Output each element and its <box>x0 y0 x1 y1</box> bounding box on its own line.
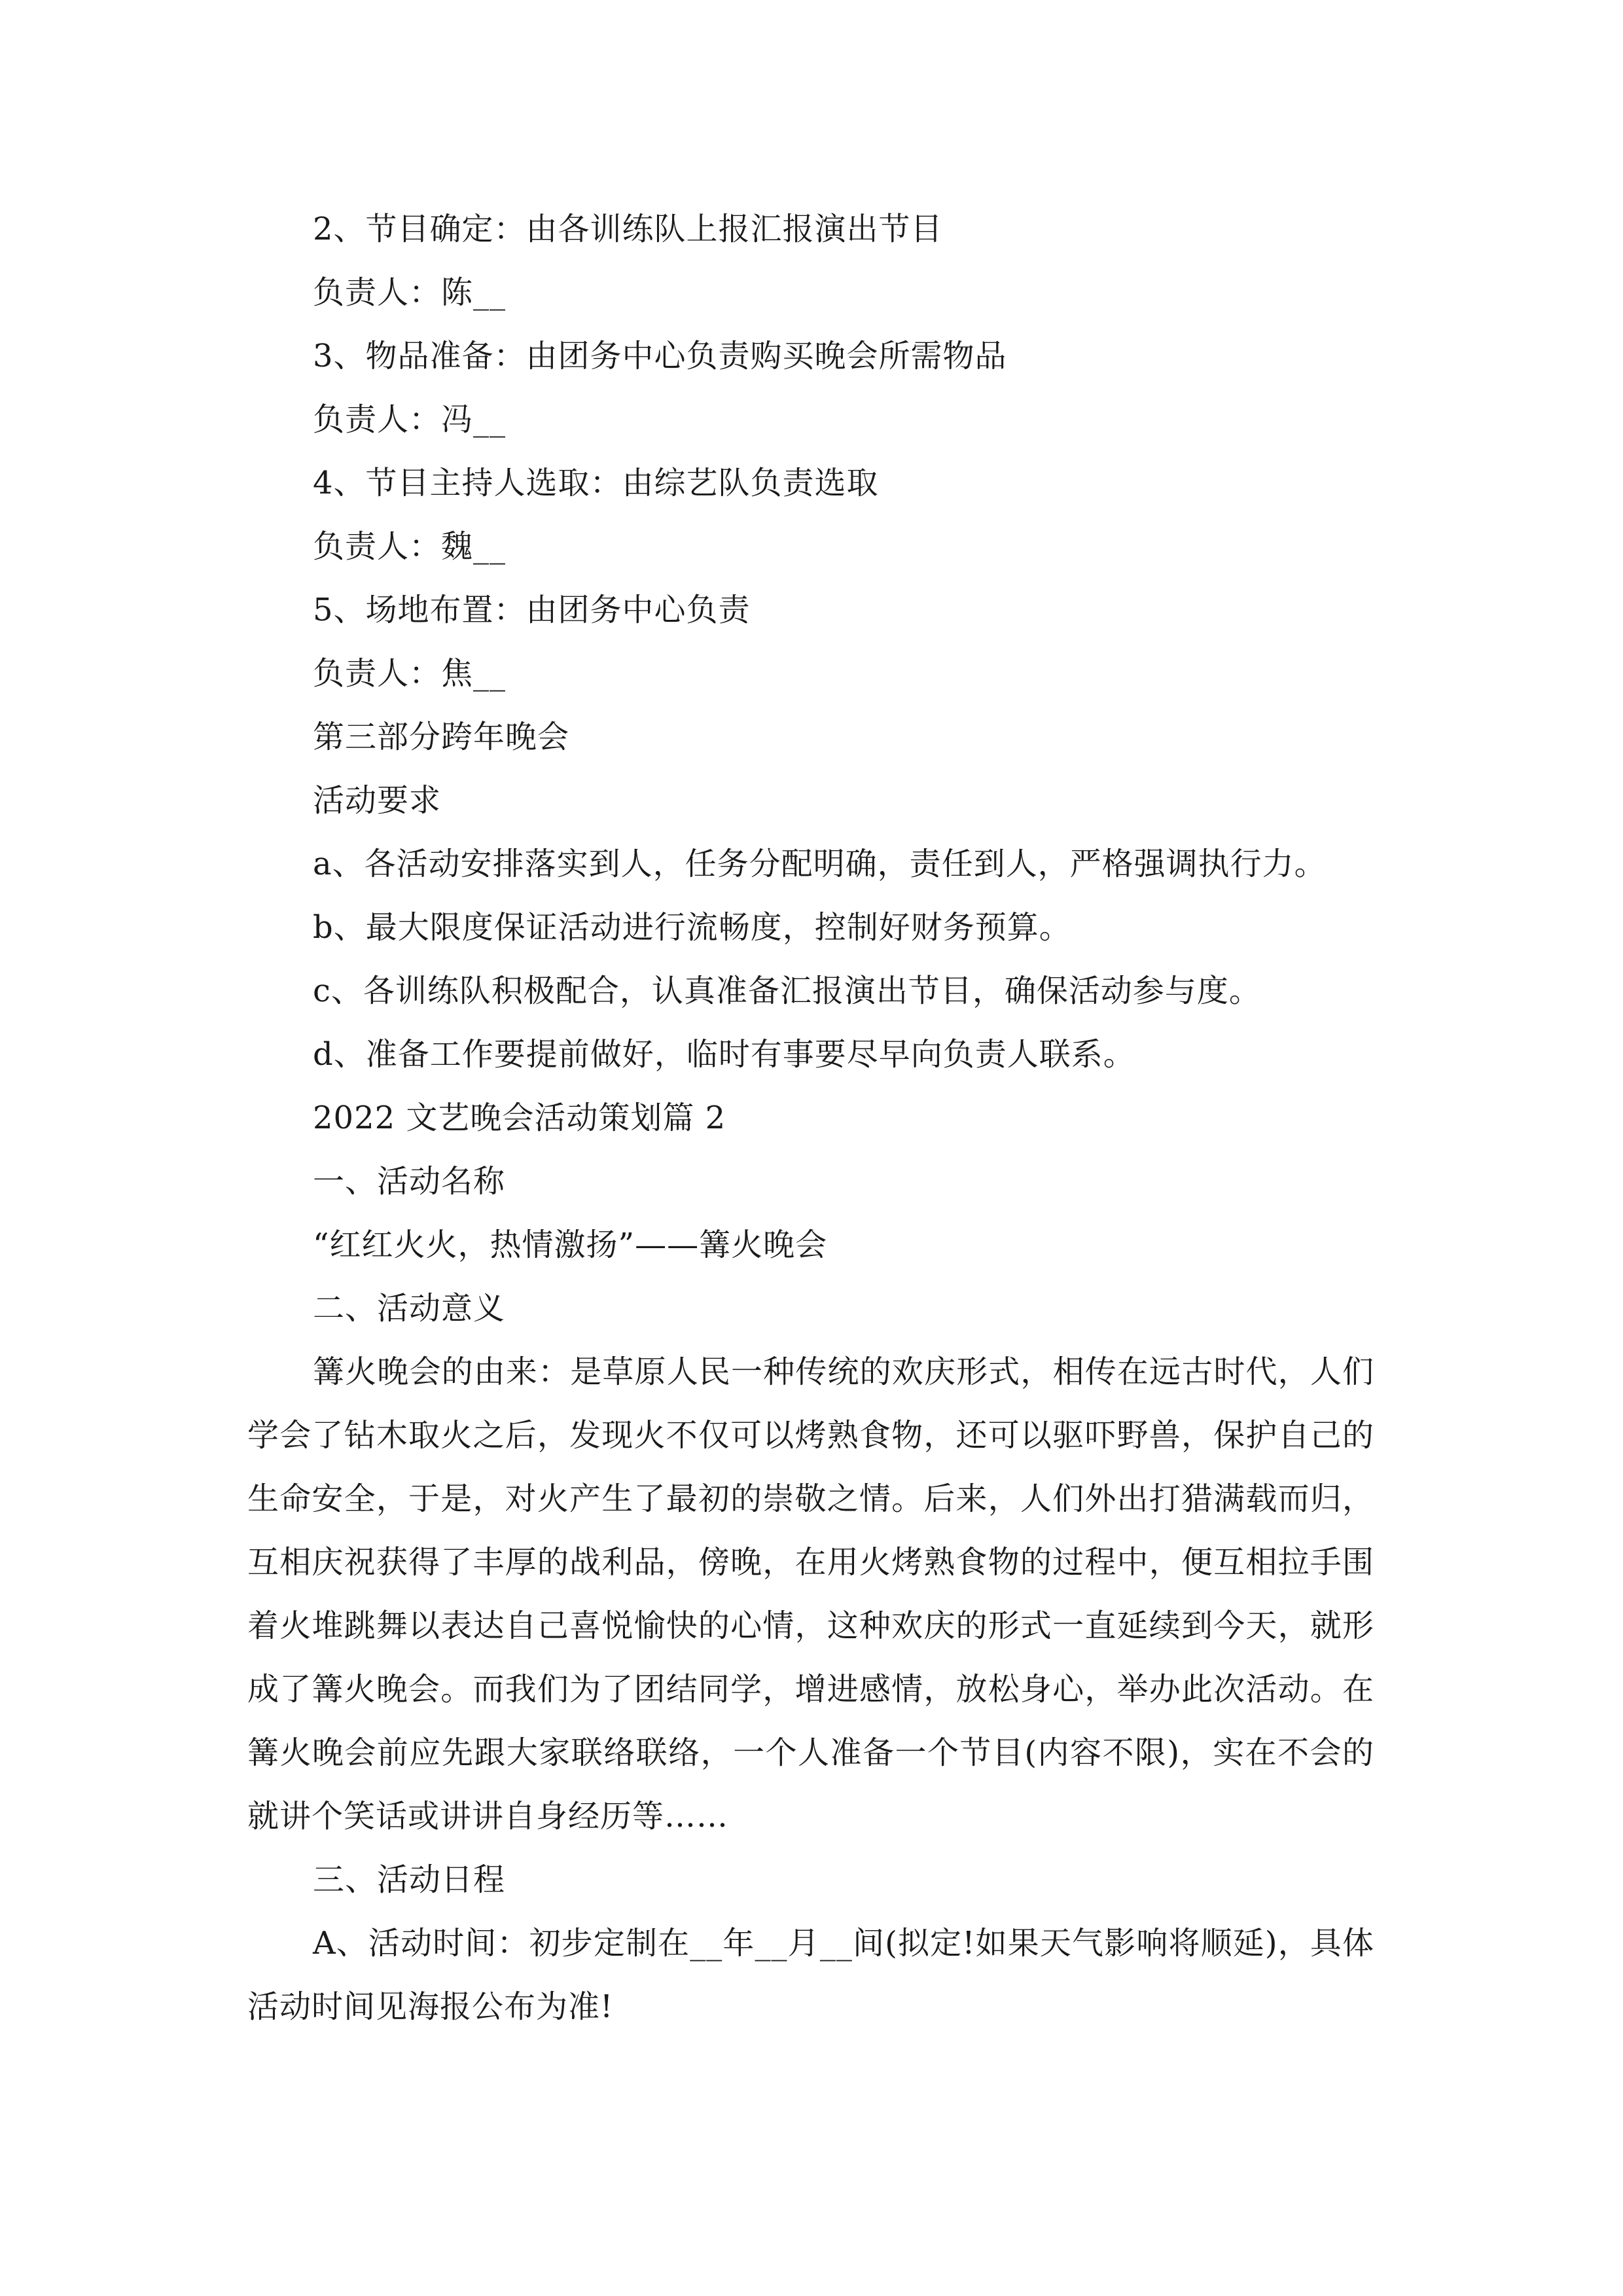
requirement-b: b、最大限度保证活动进行流畅度，控制好财务预算。 <box>313 909 1071 946</box>
paragraph-line: 篝火晚会的由来：是草原人民一种传统的欢庆形式，相传在远古时代，人们 <box>313 1354 1374 1390</box>
responsible-chen: 负责人：陈__ <box>313 274 507 311</box>
item-supplies: 3、物品准备：由团务中心负责购买晚会所需物品 <box>313 338 1007 374</box>
responsible-feng: 负责人：冯__ <box>313 401 507 438</box>
item-venue-setup: 5、场地布置：由团务中心负责 <box>313 592 751 628</box>
responsible-wei: 负责人：魏__ <box>313 528 507 565</box>
item-program-confirm: 2、节目确定：由各训练队上报汇报演出节目 <box>313 211 943 247</box>
responsible-jiao: 负责人：焦__ <box>313 655 507 692</box>
paragraph-line: 篝火晚会前应先跟大家联络联络，一个人准备一个节目(内容不限)，实在不会的 <box>247 1734 1374 1771</box>
paragraph-line-last: 就讲个笑话或讲讲自身经历等…… <box>247 1798 729 1835</box>
paragraph-line: 互相庆祝获得了丰厚的战利品，傍晚，在用火烤熟食物的过程中，便互相拉手围 <box>247 1544 1374 1581</box>
requirement-d: d、准备工作要提前做好，临时有事要尽早向负责人联系。 <box>313 1036 1135 1073</box>
paragraph-line: 着火堆跳舞以表达自己喜悦愉快的心情，这种欢庆的形式一直延续到今天，就形 <box>247 1607 1374 1644</box>
schedule-time-line-last: 活动时间见海报公布为准! <box>247 1988 614 2025</box>
schedule-time-line: A、活动时间：初步定制在__年__月__间(拟定!如果天气影响将顺延)，具体 <box>313 1925 1374 1962</box>
heading-activity-meaning: 二、活动意义 <box>313 1290 506 1327</box>
requirement-a: a、各活动安排落实到人，任务分配明确，责任到人，严格强调执行力。 <box>313 846 1327 882</box>
plan-title-2: 2022 文艺晚会活动策划篇 2 <box>313 1100 726 1136</box>
item-host-selection: 4、节目主持人选取：由综艺队负责选取 <box>313 465 879 501</box>
paragraph-line: 生命安全，于是，对火产生了最初的崇敬之情。后来，人们外出打猎满载而归， <box>247 1480 1374 1517</box>
heading-requirements: 活动要求 <box>313 782 442 819</box>
paragraph-line: 学会了钻木取火之后，发现火不仅可以烤熟食物，还可以驱吓野兽，保护自己的 <box>247 1417 1374 1454</box>
activity-name: “红红火火，热情激扬”——篝火晚会 <box>313 1227 828 1263</box>
heading-activity-name: 一、活动名称 <box>313 1163 506 1200</box>
requirement-c: c、各训练队积极配合，认真准备汇报演出节目，确保活动参与度。 <box>313 973 1261 1009</box>
paragraph-line: 成了篝火晚会。而我们为了团结同学，增进感情，放松身心，举办此次活动。在 <box>247 1671 1374 1708</box>
heading-activity-schedule: 三、活动日程 <box>313 1861 506 1898</box>
section-heading-part3: 第三部分跨年晚会 <box>313 719 570 755</box>
